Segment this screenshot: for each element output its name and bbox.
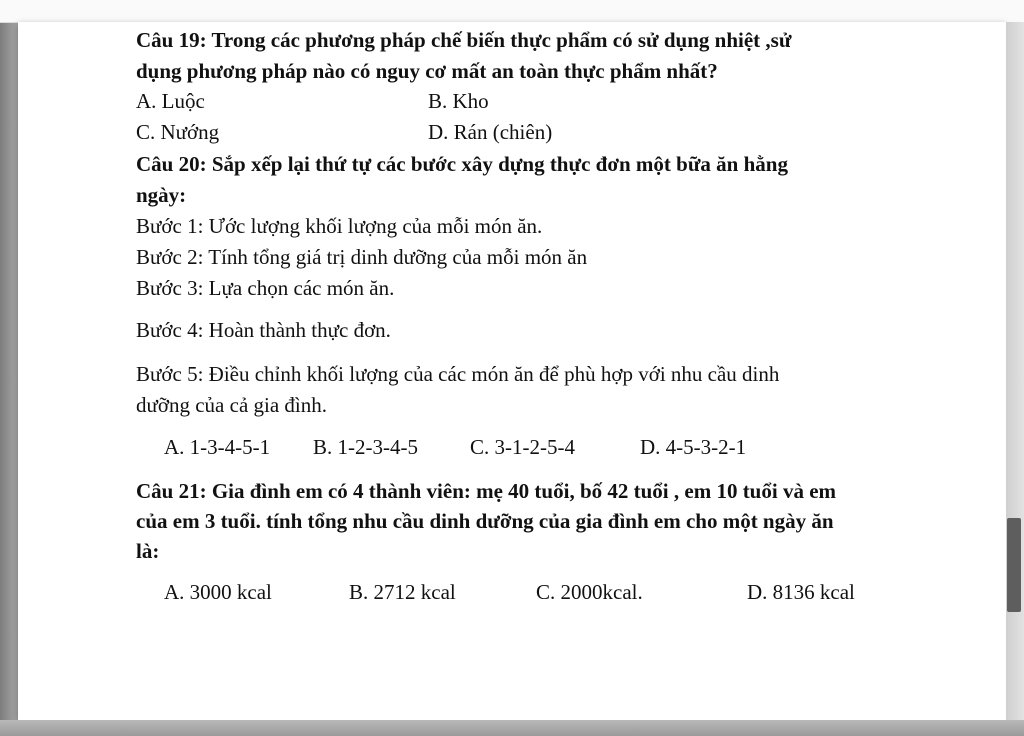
vertical-scrollbar-track[interactable] <box>1006 22 1024 720</box>
q20-option-d: D. 4-5-3-2-1 <box>640 435 747 459</box>
viewer-top-strip <box>0 0 1024 23</box>
q19-option-b: B. Kho <box>428 89 489 113</box>
q21-title-line-2: của em 3 tuổi. tính tổng nhu cầu dinh dưỡng của gia đình em cho một ngày ăn <box>136 509 834 533</box>
q21-option-a: A. 3000 kcal <box>164 580 272 604</box>
q20-title-line-2: ngày: <box>136 183 187 207</box>
q21-option-d: D. 8136 kcal <box>747 580 855 604</box>
viewer-bottom-band <box>0 720 1024 736</box>
q20-step-2: Bước 2: Tính tổng giá trị dinh dưỡng của mỗi món ăn <box>136 245 588 269</box>
q20-step-5-line-1: Bước 5: Điều chỉnh khối lượng của các món ăn để phù hợp với nhu cầu dinh <box>136 362 780 386</box>
q20-option-c: C. 3-1-2-5-4 <box>470 435 575 459</box>
q20-step-4: Bước 4: Hoàn thành thực đơn. <box>136 318 391 342</box>
vertical-scrollbar-thumb[interactable] <box>1007 518 1021 612</box>
q20-option-b: B. 1-2-3-4-5 <box>313 435 418 459</box>
q19-option-c: C. Nướng <box>136 120 220 144</box>
q19-title-line-2: dụng phương pháp nào có nguy cơ mất an toàn thực phẩm nhất? <box>136 59 718 83</box>
q21-option-c: C. 2000kcal. <box>536 580 643 604</box>
q20-title-line-1: Câu 20: Sắp xếp lại thứ tự các bước xây dựng thực đơn một bữa ăn hằng <box>136 152 788 176</box>
q21-title-line-3: là: <box>136 539 160 563</box>
q21-option-b: B. 2712 kcal <box>349 580 456 604</box>
q19-option-a: A. Luộc <box>136 89 205 113</box>
q20-step-1: Bước 1: Ước lượng khối lượng của mỗi món ăn. <box>136 214 543 238</box>
q19-option-d: D. Rán (chiên) <box>428 120 553 144</box>
q20-step-3: Bước 3: Lựa chọn các món ăn. <box>136 276 395 300</box>
q20-step-5-line-2: dưỡng của cả gia đình. <box>136 393 328 417</box>
q21-title-line-1: Câu 21: Gia đình em có 4 thành viên: mẹ 40 tuổi, bố 42 tuổi , em 10 tuổi và em <box>136 479 837 503</box>
q19-title-line-1: Câu 19: Trong các phương pháp chế biến thực phẩm có sử dụng nhiệt ,sử <box>136 28 792 52</box>
q20-option-a: A. 1-3-4-5-1 <box>164 435 271 459</box>
